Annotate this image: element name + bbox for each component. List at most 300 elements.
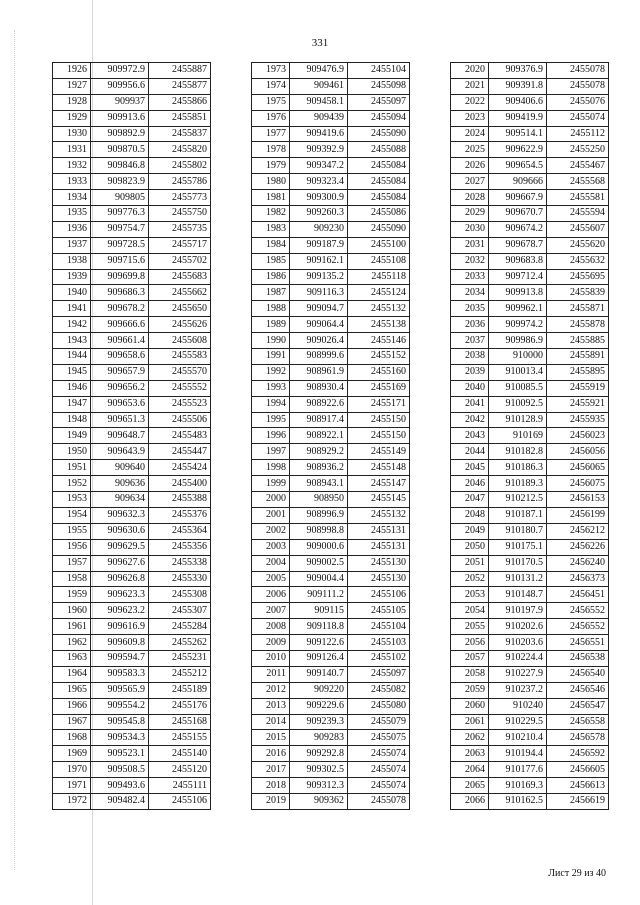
table-row [252, 619, 410, 635]
point-number-cell: 1965 [53, 682, 91, 698]
x-coordinate-cell: 909666 [489, 174, 547, 190]
y-coordinate-cell: 2455717 [149, 237, 211, 253]
y-coordinate-cell: 2455132 [348, 507, 410, 523]
x-coordinate-cell: 909776.3 [91, 206, 149, 222]
y-coordinate-cell: 2455581 [547, 190, 609, 206]
y-coordinate-cell: 2455330 [149, 571, 211, 587]
point-number-cell: 1971 [53, 778, 91, 794]
table-row [53, 730, 211, 746]
point-number-cell: 2034 [451, 285, 489, 301]
point-number-cell: 1986 [252, 269, 290, 285]
point-number-cell: 1941 [53, 301, 91, 317]
table-row [252, 349, 410, 365]
y-coordinate-cell: 2455138 [348, 317, 410, 333]
x-coordinate-cell: 909000.6 [290, 539, 348, 555]
table-row [53, 555, 211, 571]
y-coordinate-cell: 2455594 [547, 206, 609, 222]
table-row [53, 301, 211, 317]
x-coordinate-cell: 910187.1 [489, 507, 547, 523]
table-row [451, 253, 609, 269]
x-coordinate-cell: 909493.6 [91, 778, 149, 794]
x-coordinate-cell: 909656.2 [91, 380, 149, 396]
point-number-cell: 1975 [252, 94, 290, 110]
point-number-cell: 2032 [451, 253, 489, 269]
table-row [451, 603, 609, 619]
point-number-cell: 1953 [53, 492, 91, 508]
y-coordinate-cell: 2455140 [149, 746, 211, 762]
x-coordinate-cell: 909126.4 [290, 650, 348, 666]
point-number-cell: 1993 [252, 380, 290, 396]
x-coordinate-cell: 909623.2 [91, 603, 149, 619]
point-number-cell: 2020 [451, 63, 489, 79]
y-coordinate-cell: 2455086 [348, 206, 410, 222]
y-coordinate-cell: 2455935 [547, 412, 609, 428]
table-row [252, 221, 410, 237]
y-coordinate-cell: 2455650 [149, 301, 211, 317]
point-number-cell: 1999 [252, 476, 290, 492]
table-row [53, 206, 211, 222]
table-row [451, 237, 609, 253]
x-coordinate-cell: 909626.8 [91, 571, 149, 587]
y-coordinate-cell: 2455155 [149, 730, 211, 746]
table-row [252, 507, 410, 523]
y-coordinate-cell: 2455078 [547, 78, 609, 94]
x-coordinate-cell: 909312.3 [290, 778, 348, 794]
x-coordinate-cell: 909962.1 [489, 301, 547, 317]
table-row [53, 444, 211, 460]
x-coordinate-cell: 909300.9 [290, 190, 348, 206]
point-number-cell: 2018 [252, 778, 290, 794]
x-coordinate-cell: 909913.8 [489, 285, 547, 301]
point-number-cell: 2016 [252, 746, 290, 762]
table-row [53, 190, 211, 206]
table-row [252, 333, 410, 349]
table-row [53, 333, 211, 349]
point-number-cell: 1994 [252, 396, 290, 412]
y-coordinate-cell: 2455626 [149, 317, 211, 333]
y-coordinate-cell: 2456451 [547, 587, 609, 603]
table-row [252, 778, 410, 794]
y-coordinate-cell: 2455364 [149, 523, 211, 539]
x-coordinate-cell: 909230 [290, 221, 348, 237]
point-number-cell: 2033 [451, 269, 489, 285]
table-row [53, 349, 211, 365]
table-row [252, 428, 410, 444]
x-coordinate-cell: 910180.7 [489, 523, 547, 539]
point-number-cell: 2000 [252, 492, 290, 508]
y-coordinate-cell: 2455802 [149, 158, 211, 174]
point-number-cell: 2053 [451, 587, 489, 603]
point-number-cell: 1974 [252, 78, 290, 94]
y-coordinate-cell: 2455160 [348, 364, 410, 380]
table-row [53, 269, 211, 285]
point-number-cell: 1949 [53, 428, 91, 444]
x-coordinate-cell: 909634 [91, 492, 149, 508]
table-row [53, 698, 211, 714]
point-number-cell: 2039 [451, 364, 489, 380]
table-row [53, 507, 211, 523]
y-coordinate-cell: 2455090 [348, 126, 410, 142]
point-number-cell: 1946 [53, 380, 91, 396]
x-coordinate-cell: 909406.6 [489, 94, 547, 110]
y-coordinate-cell: 2455075 [348, 730, 410, 746]
table-row [451, 666, 609, 682]
table-row [451, 460, 609, 476]
point-number-cell: 1956 [53, 539, 91, 555]
table-row [53, 78, 211, 94]
point-number-cell: 2026 [451, 158, 489, 174]
table-row [451, 206, 609, 222]
y-coordinate-cell: 2455837 [149, 126, 211, 142]
y-coordinate-cell: 2455148 [348, 460, 410, 476]
y-coordinate-cell: 2456056 [547, 444, 609, 460]
y-coordinate-cell: 2455076 [547, 94, 609, 110]
y-coordinate-cell: 2455820 [149, 142, 211, 158]
x-coordinate-cell: 909118.8 [290, 619, 348, 635]
y-coordinate-cell: 2456540 [547, 666, 609, 682]
x-coordinate-cell: 909728.5 [91, 237, 149, 253]
point-number-cell: 2046 [451, 476, 489, 492]
x-coordinate-cell: 909648.7 [91, 428, 149, 444]
table-row [53, 428, 211, 444]
table-row [53, 460, 211, 476]
table-row [451, 492, 609, 508]
point-number-cell: 1985 [252, 253, 290, 269]
x-coordinate-cell: 908999.6 [290, 349, 348, 365]
y-coordinate-cell: 2456240 [547, 555, 609, 571]
point-number-cell: 2045 [451, 460, 489, 476]
y-coordinate-cell: 2456546 [547, 682, 609, 698]
table-row [53, 778, 211, 794]
point-number-cell: 1990 [252, 333, 290, 349]
y-coordinate-cell: 2456373 [547, 571, 609, 587]
x-coordinate-cell: 909678.7 [489, 237, 547, 253]
x-coordinate-cell: 910189.3 [489, 476, 547, 492]
table-row [252, 587, 410, 603]
point-number-cell: 2058 [451, 666, 489, 682]
point-number-cell: 1976 [252, 110, 290, 126]
table-row [252, 492, 410, 508]
point-number-cell: 1954 [53, 507, 91, 523]
y-coordinate-cell: 2455079 [348, 714, 410, 730]
table-row [53, 492, 211, 508]
y-coordinate-cell: 2455919 [547, 380, 609, 396]
point-number-cell: 1973 [252, 63, 290, 79]
table-row [252, 412, 410, 428]
y-coordinate-cell: 2455084 [348, 174, 410, 190]
point-number-cell: 2009 [252, 635, 290, 651]
x-coordinate-cell: 909670.7 [489, 206, 547, 222]
y-coordinate-cell: 2455839 [547, 285, 609, 301]
table-row [252, 746, 410, 762]
x-coordinate-cell: 909508.5 [91, 762, 149, 778]
x-coordinate-cell: 909622.9 [489, 142, 547, 158]
x-coordinate-cell: 909627.6 [91, 555, 149, 571]
y-coordinate-cell: 2455105 [348, 603, 410, 619]
y-coordinate-cell: 2455447 [149, 444, 211, 460]
table-row [451, 746, 609, 762]
table-row [451, 269, 609, 285]
point-number-cell: 2065 [451, 778, 489, 794]
x-coordinate-cell: 909115 [290, 603, 348, 619]
table-row [451, 221, 609, 237]
y-coordinate-cell: 2455149 [348, 444, 410, 460]
table-row [451, 190, 609, 206]
table-row [53, 237, 211, 253]
x-coordinate-cell: 909220 [290, 682, 348, 698]
table-row [53, 142, 211, 158]
x-coordinate-cell: 909683.8 [489, 253, 547, 269]
x-coordinate-cell: 910202.6 [489, 619, 547, 635]
y-coordinate-cell: 2455424 [149, 460, 211, 476]
point-number-cell: 1930 [53, 126, 91, 142]
point-number-cell: 1966 [53, 698, 91, 714]
y-coordinate-cell: 2455231 [149, 650, 211, 666]
point-number-cell: 1968 [53, 730, 91, 746]
table-row [451, 174, 609, 190]
table-row [252, 476, 410, 492]
x-coordinate-cell: 908936.2 [290, 460, 348, 476]
x-coordinate-cell: 909678.2 [91, 301, 149, 317]
point-number-cell: 1963 [53, 650, 91, 666]
point-number-cell: 2008 [252, 619, 290, 635]
y-coordinate-cell: 2455103 [348, 635, 410, 651]
table-row [252, 142, 410, 158]
point-number-cell: 1933 [53, 174, 91, 190]
y-coordinate-cell: 2455120 [149, 762, 211, 778]
y-coordinate-cell: 2455074 [547, 110, 609, 126]
y-coordinate-cell: 2455112 [547, 126, 609, 142]
table-row [53, 793, 211, 809]
x-coordinate-cell: 909419.6 [290, 126, 348, 142]
point-number-cell: 2007 [252, 603, 290, 619]
x-coordinate-cell: 909239.3 [290, 714, 348, 730]
y-coordinate-cell: 2455583 [149, 349, 211, 365]
y-coordinate-cell: 2455176 [149, 698, 211, 714]
table-row [252, 253, 410, 269]
table-row [53, 63, 211, 79]
y-coordinate-cell: 2456065 [547, 460, 609, 476]
y-coordinate-cell: 2455750 [149, 206, 211, 222]
x-coordinate-cell: 909974.2 [489, 317, 547, 333]
y-coordinate-cell: 2455695 [547, 269, 609, 285]
y-coordinate-cell: 2455851 [149, 110, 211, 126]
point-number-cell: 1967 [53, 714, 91, 730]
point-number-cell: 2002 [252, 523, 290, 539]
x-coordinate-cell: 910210.4 [489, 730, 547, 746]
point-number-cell: 1928 [53, 94, 91, 110]
y-coordinate-cell: 2456023 [547, 428, 609, 444]
point-number-cell: 2066 [451, 793, 489, 809]
x-coordinate-cell: 909583.3 [91, 666, 149, 682]
y-coordinate-cell: 2455132 [348, 301, 410, 317]
table-row [451, 142, 609, 158]
x-coordinate-cell: 909229.6 [290, 698, 348, 714]
y-coordinate-cell: 2455773 [149, 190, 211, 206]
point-number-cell: 1927 [53, 78, 91, 94]
table-row [252, 539, 410, 555]
table-row [252, 666, 410, 682]
y-coordinate-cell: 2456578 [547, 730, 609, 746]
x-coordinate-cell: 909523.1 [91, 746, 149, 762]
y-coordinate-cell: 2455084 [348, 158, 410, 174]
table-row [53, 94, 211, 110]
y-coordinate-cell: 2455104 [348, 63, 410, 79]
x-coordinate-cell: 910148.7 [489, 587, 547, 603]
x-coordinate-cell: 910197.9 [489, 603, 547, 619]
x-coordinate-cell: 909565.9 [91, 682, 149, 698]
y-coordinate-cell: 2455885 [547, 333, 609, 349]
table-row [451, 682, 609, 698]
point-number-cell: 2030 [451, 221, 489, 237]
x-coordinate-cell: 910175.1 [489, 539, 547, 555]
coordinates-table-1 [52, 62, 211, 810]
y-coordinate-cell: 2456605 [547, 762, 609, 778]
table-row [53, 364, 211, 380]
x-coordinate-cell: 909554.2 [91, 698, 149, 714]
x-coordinate-cell: 908922.6 [290, 396, 348, 412]
y-coordinate-cell: 2455131 [348, 523, 410, 539]
x-coordinate-cell: 910131.2 [489, 571, 547, 587]
x-coordinate-cell: 910194.4 [489, 746, 547, 762]
point-number-cell: 2005 [252, 571, 290, 587]
point-number-cell: 1945 [53, 364, 91, 380]
y-coordinate-cell: 2455102 [348, 650, 410, 666]
table-row [252, 126, 410, 142]
point-number-cell: 1951 [53, 460, 91, 476]
y-coordinate-cell: 2456613 [547, 778, 609, 794]
x-coordinate-cell: 910085.5 [489, 380, 547, 396]
table-row [53, 110, 211, 126]
y-coordinate-cell: 2455108 [348, 253, 410, 269]
x-coordinate-cell: 909323.4 [290, 174, 348, 190]
table-row [53, 412, 211, 428]
y-coordinate-cell: 2455871 [547, 301, 609, 317]
x-coordinate-cell: 908996.9 [290, 507, 348, 523]
table-row [252, 444, 410, 460]
x-coordinate-cell: 910000 [489, 349, 547, 365]
point-number-cell: 1950 [53, 444, 91, 460]
point-number-cell: 1996 [252, 428, 290, 444]
table-row [252, 555, 410, 571]
point-number-cell: 2017 [252, 762, 290, 778]
table-row [53, 396, 211, 412]
x-coordinate-cell: 910170.5 [489, 555, 547, 571]
table-row [53, 635, 211, 651]
point-number-cell: 1938 [53, 253, 91, 269]
point-number-cell: 1952 [53, 476, 91, 492]
point-number-cell: 1958 [53, 571, 91, 587]
y-coordinate-cell: 2455088 [348, 142, 410, 158]
table-row [252, 650, 410, 666]
point-number-cell: 1982 [252, 206, 290, 222]
table-row [252, 523, 410, 539]
y-coordinate-cell: 2456199 [547, 507, 609, 523]
x-coordinate-cell: 909661.4 [91, 333, 149, 349]
x-coordinate-cell: 910203.6 [489, 635, 547, 651]
table-row [252, 460, 410, 476]
x-coordinate-cell: 909392.9 [290, 142, 348, 158]
y-coordinate-cell: 2455683 [149, 269, 211, 285]
table-row [451, 507, 609, 523]
y-coordinate-cell: 2455338 [149, 555, 211, 571]
x-coordinate-cell: 909064.4 [290, 317, 348, 333]
x-coordinate-cell: 909026.4 [290, 333, 348, 349]
x-coordinate-cell: 909419.9 [489, 110, 547, 126]
x-coordinate-cell: 908930.4 [290, 380, 348, 396]
table-row [53, 174, 211, 190]
margin-dotted-line [14, 30, 15, 870]
y-coordinate-cell: 2455607 [547, 221, 609, 237]
point-number-cell: 1984 [252, 237, 290, 253]
point-number-cell: 2057 [451, 650, 489, 666]
table-row [252, 682, 410, 698]
table-row [53, 126, 211, 142]
table-row [451, 587, 609, 603]
table-row [451, 94, 609, 110]
table-row [252, 380, 410, 396]
point-number-cell: 2014 [252, 714, 290, 730]
x-coordinate-cell: 909122.6 [290, 635, 348, 651]
table-row [252, 364, 410, 380]
point-number-cell: 2028 [451, 190, 489, 206]
y-coordinate-cell: 2455098 [348, 78, 410, 94]
point-number-cell: 1980 [252, 174, 290, 190]
table-row [53, 603, 211, 619]
y-coordinate-cell: 2456226 [547, 539, 609, 555]
x-coordinate-cell: 909094.7 [290, 301, 348, 317]
point-number-cell: 1962 [53, 635, 91, 651]
point-number-cell: 1931 [53, 142, 91, 158]
point-number-cell: 2047 [451, 492, 489, 508]
table-row [451, 762, 609, 778]
table-row [451, 650, 609, 666]
table-row [451, 619, 609, 635]
point-number-cell: 2035 [451, 301, 489, 317]
table-row [451, 63, 609, 79]
point-number-cell: 2054 [451, 603, 489, 619]
y-coordinate-cell: 2455074 [348, 762, 410, 778]
table-row [53, 476, 211, 492]
y-coordinate-cell: 2455891 [547, 349, 609, 365]
table-row [451, 301, 609, 317]
x-coordinate-cell: 909594.7 [91, 650, 149, 666]
table-row [252, 635, 410, 651]
y-coordinate-cell: 2456547 [547, 698, 609, 714]
point-number-cell: 2050 [451, 539, 489, 555]
x-coordinate-cell: 909823.9 [91, 174, 149, 190]
x-coordinate-cell: 909116.3 [290, 285, 348, 301]
point-number-cell: 2048 [451, 507, 489, 523]
y-coordinate-cell: 2455090 [348, 221, 410, 237]
table-row [451, 793, 609, 809]
x-coordinate-cell: 910240 [489, 698, 547, 714]
table-row [451, 635, 609, 651]
point-number-cell: 2049 [451, 523, 489, 539]
table-row [53, 317, 211, 333]
table-row [252, 174, 410, 190]
y-coordinate-cell: 2455262 [149, 635, 211, 651]
x-coordinate-cell: 909162.1 [290, 253, 348, 269]
table-row [252, 206, 410, 222]
table-row [451, 778, 609, 794]
y-coordinate-cell: 2455097 [348, 94, 410, 110]
y-coordinate-cell: 2456212 [547, 523, 609, 539]
point-number-cell: 2031 [451, 237, 489, 253]
x-coordinate-cell: 909870.5 [91, 142, 149, 158]
point-number-cell: 1970 [53, 762, 91, 778]
table-row [252, 63, 410, 79]
